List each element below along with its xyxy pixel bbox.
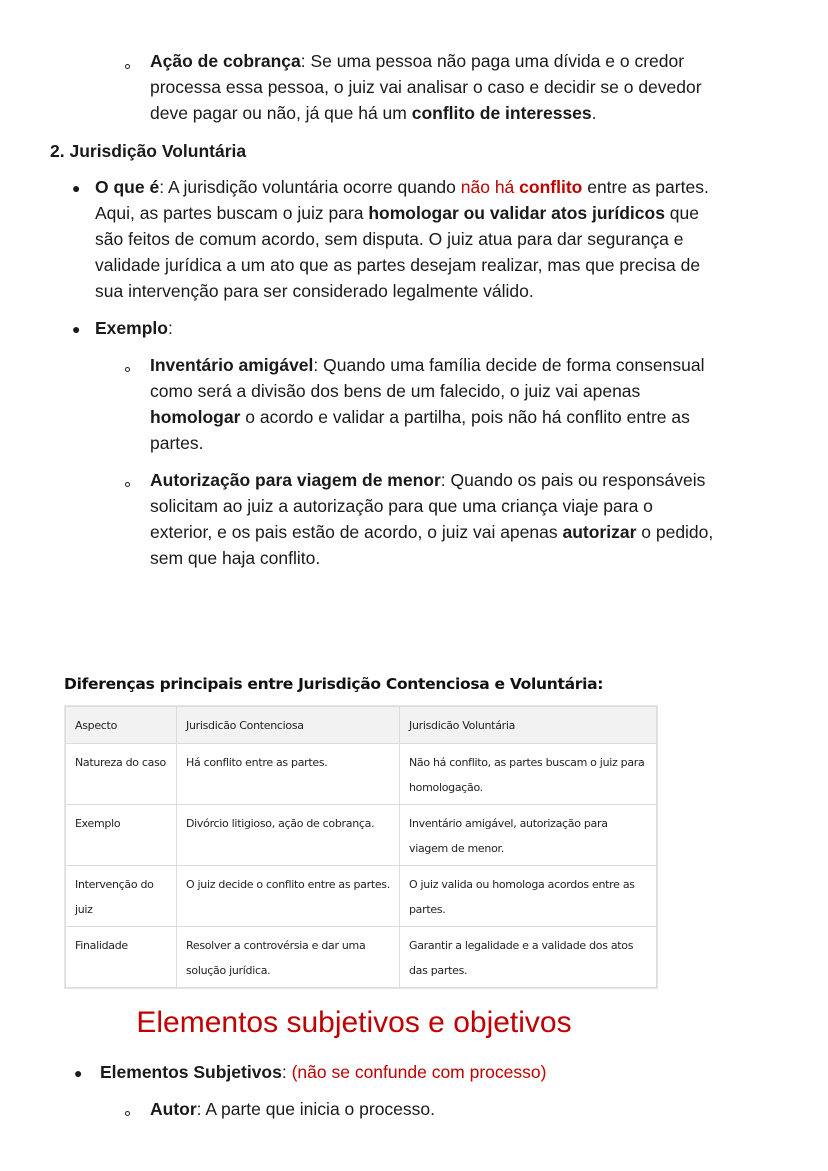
inventario-text-1: : Quando uma família decide de forma consensual: [313, 355, 705, 375]
oque-text-5: sua intervenção para ser considerado legalmente válido.: [95, 281, 534, 301]
table-row: [66, 744, 657, 805]
autor-label: Autor: [150, 1099, 197, 1119]
exemplo-item: [95, 315, 173, 341]
acao-text-1: : Se uma pessoa não paga uma dívida e o credor: [300, 51, 685, 71]
table-cell: O juiz valida ou homologa acordos entre as partes.: [400, 866, 657, 927]
bullet-icon: ●: [74, 1065, 83, 1081]
section-heading-voluntaria: 2. Jurisdição Voluntária: [50, 141, 247, 161]
inventario-text-3a: homologar: [150, 407, 241, 427]
acao-text-3b: conflito de interesses: [411, 103, 592, 123]
bullet-icon: ●: [72, 180, 81, 196]
table-cell: Intervenção do juiz: [66, 866, 177, 927]
oque-text-1b: não há: [460, 177, 520, 197]
inventario-text-3b: o acordo e validar a partilha, pois não há conflito entre as: [240, 407, 690, 427]
oque-text-4: validade jurídica a um ato que as partes desejam realizar, mas que precisa de: [95, 255, 701, 275]
comparison-table: [65, 706, 657, 988]
inventario-label: Inventário amigável: [150, 355, 314, 375]
exemplo-colon: :: [167, 318, 173, 338]
sub-bullet-icon: [125, 367, 130, 372]
oque-item: [95, 174, 815, 304]
oque-text-2c: que: [664, 203, 699, 223]
sub-bullet-icon: [125, 482, 130, 487]
autorizacao-label: Autorização para viagem de menor: [150, 470, 441, 490]
table-header-cell: Jurisdicão Voluntária: [400, 707, 657, 744]
sub-bullet-icon: [125, 1111, 130, 1116]
table-cell: Garantir a legalidade e a validade dos atos das partes.: [400, 927, 657, 988]
table-cell: O juiz decide o conflito entre as partes.: [177, 866, 400, 927]
sub-bullet-icon: [125, 64, 130, 69]
table-row: [66, 866, 657, 927]
table-cell: Divórcio litigioso, ação de cobrança.: [177, 805, 400, 866]
table-header-cell: Aspecto: [66, 707, 177, 744]
table-title: Diferenças principais entre Jurisdição Contenciosa e Voluntária:: [64, 675, 604, 693]
inventario-text-4: partes.: [150, 433, 204, 453]
autorizacao-text-4: sem que haja conflito.: [150, 548, 321, 568]
table-cell: Há conflito entre as partes.: [177, 744, 400, 805]
autorizacao-text-2: solicitam ao juiz a autorização para que uma criança viaje para o: [150, 496, 653, 516]
oque-text-1d: entre as partes.: [582, 177, 709, 197]
autor-item: [150, 1096, 435, 1122]
elementos-subjetivos-item: [100, 1059, 546, 1085]
oque-text-2b: homologar ou validar atos jurídicos: [368, 203, 665, 223]
oque-label: O que é: [95, 177, 160, 197]
acao-text-3c: .: [591, 103, 597, 123]
acao-text-3a: deve pagar ou não, já que há um: [150, 103, 412, 123]
table-cell: Exemplo: [66, 805, 177, 866]
acao-cobranca-item: [150, 48, 810, 126]
bullet-icon: ●: [72, 321, 81, 337]
inventario-text-2: como será a divisão dos bens de um falecido, o juiz vai apenas: [150, 381, 641, 401]
table-cell: Finalidade: [66, 927, 177, 988]
autorizacao-text-3a: exterior, e os pais estão de acordo, o juiz vai apenas: [150, 522, 563, 542]
exemplo-label: Exemplo: [95, 318, 168, 338]
oque-text-2a: Aqui, as partes buscam o juiz para: [95, 203, 369, 223]
autorizacao-item: [150, 467, 820, 571]
inventario-item: [150, 352, 810, 456]
autorizacao-text-3c: o pedido,: [636, 522, 714, 542]
oque-text-1c: conflito: [519, 177, 583, 197]
oque-text-3: são feitos de comum acordo, sem disputa. O juiz atua para dar segurança e: [95, 229, 684, 249]
table-header-row: [66, 707, 657, 744]
elementos-subjetivos-colon: :: [281, 1062, 292, 1082]
table-cell: Natureza do caso: [66, 744, 177, 805]
table-header-cell: Jurisdicão Contenciosa: [177, 707, 400, 744]
section-title-elementos: Elementos subjetivos e objetivos: [136, 1006, 572, 1039]
autorizacao-text-3b: autorizar: [562, 522, 637, 542]
acao-text-2: processa essa pessoa, o juiz vai analisar o caso e decidir se o devedor: [150, 77, 702, 97]
table-cell: Não há conflito, as partes buscam o juiz para homologação.: [400, 744, 657, 805]
elementos-subjetivos-label: Elementos Subjetivos: [100, 1062, 282, 1082]
table-cell: Inventário amigável, autorização para viagem de menor.: [400, 805, 657, 866]
elementos-subjetivos-note: (não se confunde com processo): [291, 1062, 547, 1082]
table-row: [66, 927, 657, 988]
autorizacao-text-1: : Quando os pais ou responsáveis: [440, 470, 706, 490]
acao-label: Ação de cobrança: [150, 51, 301, 71]
autor-text: : A parte que inicia o processo.: [196, 1099, 435, 1119]
oque-text-1a: : A jurisdição voluntária ocorre quando: [159, 177, 461, 197]
table-row: [66, 805, 657, 866]
table-cell: Resolver a controvérsia e dar uma solução jurídica.: [177, 927, 400, 988]
